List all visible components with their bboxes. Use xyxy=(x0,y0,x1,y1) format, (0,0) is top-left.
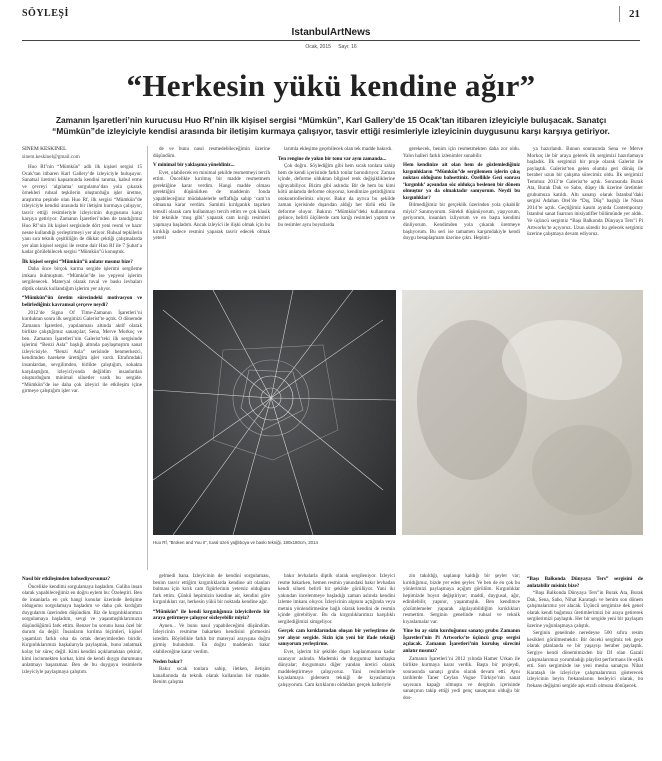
author-name: SİNEM KESKİNEL xyxy=(22,146,67,152)
bottom-column-5 xyxy=(527,573,643,759)
bottom-column-4 xyxy=(403,573,520,759)
paragraph: Bilmediğimiz bir gerçeklik üzerinden yola çıkabilir miyiz? Sanmıyorum. Sürekli düşünüyorum, yaşıyorum, geriyorum, insanları izliyorum ve en başta kendimi dinliyorum. Kendimden yola çıkarak üretmeye başlıyorum. Bu seri ise tamamen karşımdakiyle kendi duygu besaplaşmam üzerine çıktı. Hepimi- xyxy=(403,202,520,242)
column-2 xyxy=(153,146,270,284)
article-title: “Herkesin yükü kendine ağır” xyxy=(126,68,536,103)
paragraph: Aynen... Ve bunu nasıl yapabileceğimi düşündüm. İzleyicinin resmime bakarken kendisini görmesini istedim. Böylelikle farklı bir materyal arayışına doğru girmiş bulundum. En doğru maddenin bakır olabileceğine karar verdim. xyxy=(153,622,270,656)
header-divider xyxy=(619,6,620,22)
paragraph: Evet, işlerim bir şekilde dışarı kaplanmasına kadar uzanıyor aslında. Mademki de duygumuz bambaşka dünyalar; duygumuzu diğer yandan üretici olarak maddeleştirmeye çalışıyoruz. Yani resimlerimle kıyaslamaya gidersem tekniği de kıyaslamaya çalışıyorum. Cam kırıklarını oldukları gerçek halleriyle xyxy=(278,649,395,688)
question-heading: Gerçek cam kırıklarından oluşan bir yerleştirme de yer alıyor sergide. Sizin için yeni bir ifade tekniği sanıyorum yerleştirme. xyxy=(278,628,395,648)
paragraph: 2012’de Signa Of Time-Zamanın İşaretleri’ni kurduktan sonra ilk sergimizi Galerist’te açtık. O dönemde Zamanın İşaretleri, yapılanması altında aktif olarak birlikte çalıştığımız sanatçılar; Sena, Merve Morkoç ve ben. Zamanın İşaretleri’nin Galerist’teki ilk sergisinde işlerimi “Benzi Asla” başlığı altında paylaşmıştım sanat izleyicisiyle. “Benzi Asla” serisinde benmerkezci, kendimden harekete ürettiğim işler vardı. Etrafımdaki insanlardan, sevgilimden, birlikte çalıştığım, sokakta karşılaştığım, izleyiciyonda değildim insanlardan oluşturduğum minimal siluetler vardı bu sergide. “Mümkün”de ise daha çok izleyici ile etkileşim içine girmeye çalıştığım işler var. xyxy=(22,309,142,395)
paragraph: Evet, olabilecek en minimal şekilde resmetmeyi tercih ettim. Öncelikle kırılmış bir madde resmetmem gerektiğine karar verdim. Hangi madde olması gerektiğini düşünürken de maddenin fonda yapabileceğiniz müdahalelerle seffaflığa sahip ‘cam’ın olmasına karar verdim. Samimi kırılganlık taşırken temsili olarak cam kullanmayı tercih ettim ve çok klasik bir teknikle ‘muş gibi’ yaparak cam kırığı resimleri yapmaya başladım. Ancak izleyici ile ilişki olmak için bu kırıklığı sadece resmini yaparak tasvir edecek olmak yeterli xyxy=(153,169,270,242)
question-heading: Yine bu ay sizin kurduğunuz sanatçı grubu Zamanın İşaretleri’nin Pi Artworks’te üçüncü grup sergisi açılacak. Zamanın İşaretleri’nin kuruluş sürecini anlatır mısınız? xyxy=(403,628,520,655)
artwork-photo-copper-plate xyxy=(402,290,643,535)
question-heading: V minimal bir yaklaşıma yöneldiniz... xyxy=(153,162,235,169)
paragraph: gerekecek, benim için resmetmekten daha zor oldu. Yalın halleri farklı izlenimler sunabilir. xyxy=(403,146,520,159)
issue-meta xyxy=(0,44,662,50)
paragraph: Daha önce birçok karma sergide işlerimi sergileme imkanı bulmuştum. “Mümkün”de ise yepyeni işlerim sergilenecek. Materyal olarak tuval ve baskı levhaları diptik olarak kullandığım işlerim yer alıyor. xyxy=(22,266,142,292)
paragraph: zin takıldığı, saplanıp kaldığı bir şeyler var; kırıldığımız, bizde yer eden şeyler. Ve ben de en çok bu yönlerimizi paylaşmaya açığım görülüm. Kırgınlıklar hepimizde boyut değiştiriyor; maddi, duygusal, ağır, edinilebilir, yapınır, yaşanmışlık. Ben kendimce çözümlemeler yaparak algılayabildiğim kırıklıkları resmettim. Serginin genelinde ruhsal ve teknik kıyaslamalar var. xyxy=(403,573,520,625)
article-deck: Zamanın İşaretleri’nin kurucusu Huo Rf’nin ilk kişisel sergisi “Mümkün”, Karl Gallery’de 15 Ocak’tan itibaren izleyiciyle buluşacak. Sanatçı “Mümkün”de izleyiciyle kendisi arasında bir iletişim kurmaya çalışıyor, tasvir ettiği resimleriyle izleyicinin duygusunu karşı karşıya getiriyor. xyxy=(52,115,610,136)
column-3 xyxy=(278,146,395,284)
paragraph: Bakır sıcak tonlara sahip, iletken, iletişim kanallarında da teknik olarak kullanılan bir madde. Benim çalışma xyxy=(153,666,270,686)
column-divider xyxy=(147,146,148,570)
issue-number: Sayı: 16 xyxy=(338,44,357,50)
question-heading: Neden bakır? xyxy=(153,658,183,665)
paragraph: Zamanın İşaretleri’ni 2012 yılında Hamer Urkan ile birlikte kurmaya karar verdik. Başta bir projeydi, sonrasında sanatçı grubu olarak devam etti. Aynı tarihlerde Taner Ceylan Vogue Türkiye’nin sanat sayısının kapağı olmuştu ve derginin içerisinde sanatçının takip ettiği yedi genç sanatçının olduğu bir dos- xyxy=(403,655,520,701)
broken-glass-image xyxy=(153,290,396,535)
question-heading: “Mümkün” ile kendi kırgınlığınıza izleyicilerde bir araya getirmeye çalışıyor sözleyebilir miyiz? xyxy=(153,608,270,622)
question-heading: “Mümkün”ün üretim sürecindeki motivasyon ve belirlediğiniz kavramsal çerçeve neydi? xyxy=(22,295,142,309)
question-heading: Hem kendinize ait olan hem de gözlemlediğiniz kırgınlıkların “Mümkün”de sergilemem işlerin çıkış noktası olduğunu bahsettiniz. Özellikle Gezi sonrası ‘kırgınlık’ açısından söz oldukça beslenen bir dönem olmuştur ya da olmaktadır sanıyorum. Neydi bu kırgınlıklar? xyxy=(403,162,520,201)
publication-name: IstanbulArtNews xyxy=(291,27,371,38)
paragraph: Öncelikle kendimi sorgulamaya başladım. Galiba insan olarak yapabileceğimiz en doğru eylem bu: Özeleştiri. Ben de insanlarla en çok hangi konular üzerinde iletişime oldugumu sorgulamaya başladım ve daha çok kırdığım duygularım üzerinden düşündüm. Biz de kırgınlıklarımızı sorgulamaya başladım, sevgi ve yaşanmışlıklarımızın düşündüğümü fark ettim. Benzer bu sorunu bana özel bir durum da değil: İnsanların kırılma biçimleri, kişisel yaşamları farklı olsa da ortak deneyimlerden biridir. Kırgınlıklarımızı başkalarıyla paylaşmak, bunu anlatmak kolay bir süreç değil. Kimi kendini açıklamaktan çekinir, kimi incinmekten korkar, kimi de kendi duygu durumunu anlatmayı başaramaz. Ben de bu duyguyu resimlerle izleyiciyle paylaşmaya çalıştım. xyxy=(22,583,142,675)
paragraph: Serginin genelinde neredeyse 500 sıfıra resim kesikleri görülmemektir. Bir önceki sergimiz tek geçe olarak planlanda ve bir yaşayışı beraber paylaştık. Sergiye kendi dönemimizden bir DJ olan Gazali çalışmalarımızı yorumladığı playlist performans ile eşlik etti. Son sergimizde ise yeni mesha sanatçısı Nihat Karataşlı ile izleyiciye çalışmalarımızı gösterecek izleyicinin beyin frekanslarını besleyici olarak, bu frekans değişimi sergide aşk etrafı olmuna dönüşecek. xyxy=(527,630,643,689)
issue-date: Ocak, 2015 xyxy=(305,44,331,50)
paragraph: “Başı Balkonda Dünyaya Ters”in Burak Ata, Burak Dak, Sena, Sabo, Nihat Karataşlı ve benim son dönem çalışmalarımız yer alacak. Üçüncü sergimize dek genel olarak kendi bağımsız üretimlerimizi bir araya getirerek sergilerimizi paylaştık. Her bir sergide yeni bir paylaşım üzerine yoğunlaşmaya çalıştık. xyxy=(527,590,643,629)
page-number: 21 xyxy=(629,8,640,20)
paragraph: Çok doğru. Söylediğim gibi hem sıcak tonlara sahip hem de kendi içerisinde farklı tonlar barındırıyor. Zaman içinde, deforme olduktan bilgisel renk değişikliklerine uğrayabiliyor. Bizim gibi aslında: Bir de hem bu kimi kötü anlamda deforme oluyoruz, kendimize getirdiğimiz otokontrollerimiz oluyor. Bakır da ayrıca bu şekilde zaman içerisinde dışarıdan aldığı her türlü etki ile deforme oluyor. Bakırın “Mümkün”deki kullanımına gelince, belirli ölçülerde cam kırığı resimleri yaptım ve bu resimler aynı boyutlarda xyxy=(278,163,395,229)
copper-plate-image xyxy=(402,290,643,535)
column-4 xyxy=(403,146,520,284)
paragraph: gelmedi bana. İzleyicinin de kendini sorgulaması, benim tasvir ettiğim kırgınlıklarda kendine ait olanları bulması için kırık cam figürlerinin yetersiz olduğunu fark ettim. Çünkü hepimizin kendine ait, kendini göre kırgınlıkları var, herkesin yükü bir noktada kendine ağır. xyxy=(153,573,270,606)
header-rule xyxy=(22,40,640,41)
paragraph: larımla ekleşime geçebilecek olan tek madde bakırdı. xyxy=(284,146,393,152)
question-heading: Nasıl bir etkileşimden bahsediyorsunuz? xyxy=(22,576,111,582)
author-email: sinem.keskinel@gmail.com xyxy=(22,153,80,160)
photo-caption: Huo Rf, “Broken and You II”, tuval üzeri yağlıboya ve baskı tekniği, 180x180cm, 2014 xyxy=(153,540,318,545)
section-label: SÖYLEŞİ xyxy=(22,8,69,19)
paragraph: Huo Rf’nin “Mümkün” adlı ilk kişisel sergisi 15 Ocak’tan itibaren Karl Gallery’de izleyiciyle buluşuyor. Sanatsal üretimi kapsamında kendini tanıma, kabul etme ve çevreyi ‘algılama’ sorgulama’dan yola çıkarak örnekleri ruhsal teşkilerin oluşturduğu işler üretme, araştırma peşinde olan Huo Rf, ilk sergisi “Mümkün”de izleyiciyle kendisi arasında bir iletişim kurmaya çalışıyor, tasvir ettiği resimleriyle izleyicinin duygusunu karşı karşıya getiriyor. Zamanın İşaretleri’nden de tanıdığımız Huo Rf’nin ilk kişisel sergisinde dört yeni resmi ve hazır nesne kullandığı yerleştirmeyi yer alıyor. Ruhsal tepkilerin yanı sıra teknik çeşitliliğin de dikkat çektiği çalışmalarda yer alan kişisel sergisi ile resme dair Huo Rf ile 7 Şubat’a kadar görülebilecek sergisi “Mümkün”ü konuştuk. xyxy=(22,164,142,256)
question-heading: Ten rengine de yakın bir tonu var aynı zamanda... xyxy=(278,155,387,162)
column-1 xyxy=(22,146,142,570)
paragraph: de ve bunu nasıl resmedebileceğimin üzerine düşündüm. xyxy=(153,146,270,159)
bottom-column-3 xyxy=(278,573,395,759)
bottom-column-1 xyxy=(22,573,142,759)
question-heading: “Başı Balkonda Dünyaya Ters” sergisini de anlatabilir misiniz bize? xyxy=(527,576,643,589)
question-heading: İlk kişisel sergisi “Mümkün”ü anlatır mısınız bize? xyxy=(22,258,133,265)
bottom-column-2 xyxy=(153,573,270,759)
artwork-photo-broken-glass xyxy=(153,290,396,535)
paragraph: bakır levhalarla diptik olarak sergileniyor. İzleyici resme bakarken, hemen resmin yanındaki bakır levhadan kendi silueti belirli bir şekilde görülüyor. Yani iki yakından incelenmeye başladığı zaman aslında kendini izleme imkanı oluyor. İzleyicinin algısını açtığında veya metnin yönlendirmesine bağlı olarak kendini de resmin içinde görebiliyor. Bu da kırgınlıklarımızı karşılıklı sergilediğimizi simgeliyor. xyxy=(278,573,395,625)
paragraph: ya hazırlandı. Bunun sonrasında Sena ve Merve Morkoç ile bir araya gelerek ilk sergimizi hazırlamaya başladık. İlk sergimizi bir proje olarak Galerist ile paylaştık. Galerist’ten gelen olumlu geri dönüş ile beraber uzun bir çalışma sürecimiz oldu. İlk sergimizi Temmuz 2013’te Galerist’te açtık. Sonrasında Burak Ata, Burak Dak ve Sabo, düşey ilk üzerine üretimler grubumuza katıldı. Altı sanatçı olarak İstanbul’daki sergisi Adahan Otel’de “Dış, Düş” başlığı ile Nisan 2014’te açtık. Geçtiğimiz kasım ayında Contemporary İstanbul sanat fuarının inisiyatifler bölümünde yer aldık. Ve üçüncü sergimiz “Başı Balkonda Dünyaya Ters”i Pi Artworks’te açıyoruz. Uzun süredir bu gelecek sergimiz üzerine çalışmaya devam ediyoruz. xyxy=(527,146,643,238)
column-5 xyxy=(527,146,643,284)
